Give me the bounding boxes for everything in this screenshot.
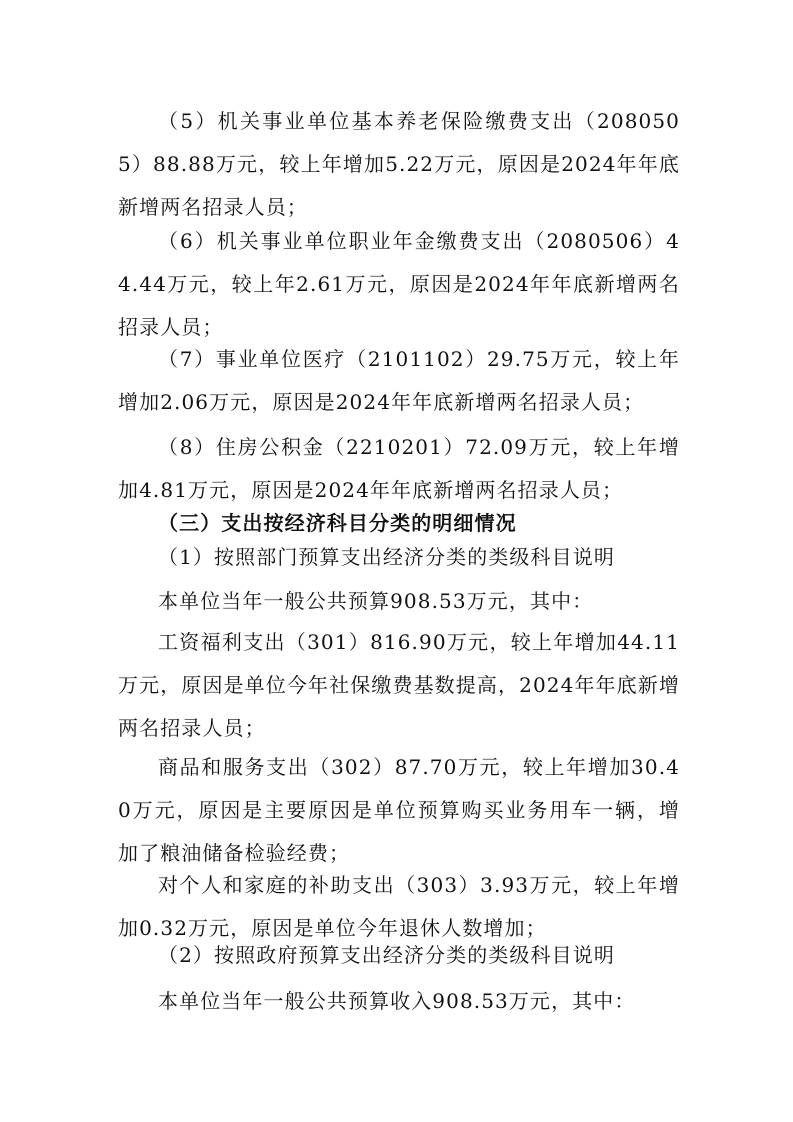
paragraph-housing-fund: （8）住房公积金（2210201）72.09万元，较上年增加4.81万元，原因是2024年年底新增两名招录人员； xyxy=(118,435,680,502)
subheading-government-budget: （2）按照政府预算支出经济分类的类级科目说明 xyxy=(158,943,615,967)
paragraph-household-subsidy: 对个人和家庭的补助支出（303）3.93万元，较上年增加0.32万元，原因是单位今年退休人数增加； xyxy=(118,873,680,940)
paragraph-budget-total: 本单位当年一般公共预算908.53万元，其中： xyxy=(158,589,594,613)
paragraph-goods-services: 商品和服务支出（302）87.70万元，较上年增加30.40万元，原因是主要原因是单位预算购买业务用车一辆，增加了粮油储备检验经费； xyxy=(118,755,680,865)
paragraph-occupational-annuity: （6）机关事业单位职业年金缴费支出（2080506）44.44万元，较上年2.61万元，原因是2024年年底新增两名招录人员； xyxy=(118,229,680,339)
paragraph-medical: （7）事业单位医疗（2101102）29.75万元，较上年增加2.06万元，原因是2024年年底新增两名招录人员； xyxy=(118,347,680,414)
subheading-department-budget: （1）按照部门预算支出经济分类的类级科目说明 xyxy=(158,545,615,569)
paragraph-budget-income: 本单位当年一般公共预算收入908.53万元，其中： xyxy=(158,989,636,1013)
section-heading-economic-classification: （三）支出按经济科目分类的明细情况 xyxy=(158,511,517,535)
paragraph-pension-insurance: （5）机关事业单位基本养老保险缴费支出（2080505）88.88万元，较上年增加5.22万元，原因是2024年年底新增两名招录人员； xyxy=(118,109,680,219)
paragraph-wages-welfare: 工资福利支出（301）816.90万元，较上年增加44.11万元，原因是单位今年社保缴费基数提高，2024年年底新增两名招录人员； xyxy=(118,630,680,740)
